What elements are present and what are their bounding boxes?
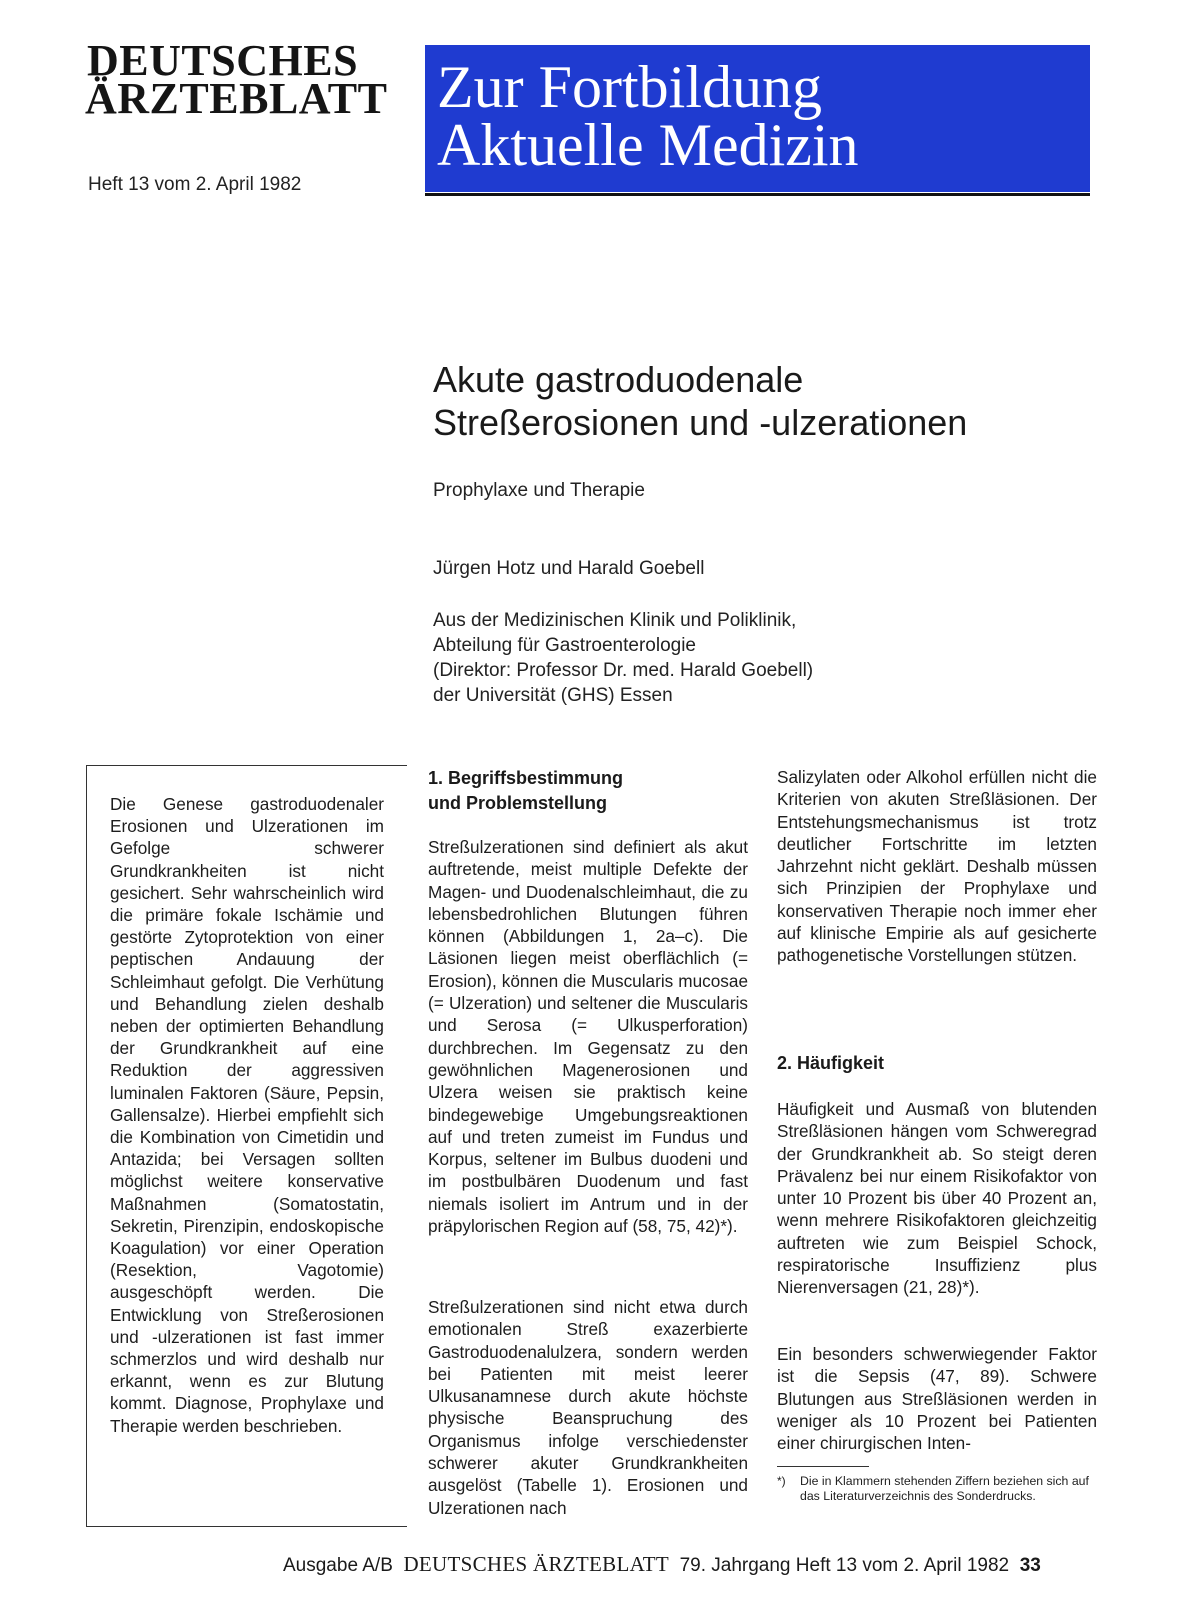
masthead-title-line1: DEUTSCHES [87, 36, 359, 85]
author-affiliation [433, 608, 813, 708]
footnote-mark: *) [777, 1474, 786, 1488]
affiliation-line: Abteilung für Gastroenterologie [433, 635, 696, 656]
affiliation-line: der Universität (GHS) Essen [433, 685, 673, 706]
affiliation-line: (Direktor: Professor Dr. med. Harald Goebell) [433, 660, 814, 681]
article-title-line2: Streßerosionen und -ulzerationen [433, 402, 968, 443]
issue-date: Heft 13 vom 2. April 1982 [88, 174, 302, 195]
body-paragraph: Streßulzerationen sind nicht etwa durch emotionalen Streß exazerbierte Gastroduodenalulzera, sondern werden bei Patienten mit meist leerer Ulkusanamnese durch akute höchste physische Beanspruchung des Organismus infolge verschiedenster schwerer akuter Grundkrankheiten ausgelöst (Tabelle 1). Erosionen und Ulzerationen nach [428, 1297, 748, 1518]
header-rule [425, 193, 1090, 196]
article-authors: Jürgen Hotz und Harald Goebell [433, 558, 705, 579]
masthead-title-line2: ÄRZTEBLATT [85, 74, 388, 123]
body-paragraph: Salizylaten oder Alkohol erfüllen nicht die Kriterien von akuten Streßläsionen. Der Entstehungsmechanismus ist trotz deutlicher Fortschritte im letzten Jahrzehnt nicht geklärt. Deshalb müssen sich Prinzipien der Prophylaxe und konservativen Therapie noch immer eher auf klinische Empirie als auf gesicherte pathogenetische Vorstellungen stützen. [777, 767, 1097, 966]
body-paragraph: Streßulzerationen sind definiert als akut auftretende, meist multiple Defekte der Magen- und Duodenalschleimhaut, die zu lebensbedrohlichen Blutungen führen können (Abbildungen 1, 2a–c). Die Läsionen liegen meist oberflächlich (= Erosion), können die Muscularis mucosae (= Ulzeration) und seltener die Muscularis und Serosa (= Ulkusperforation) durchbrechen. Im Gegensatz zu den gewöhnlichen Magenerosionen und Ulzera weisen sie praktisch keine bindegewebige Umgebungsreaktionen auf und treten zumeist im Fundus und Korpus, seltener im Bulbus duodeni und im postbulbären Duodenum und fast niemals isoliert im Antrum und in der präpylorischen Region auf (58, 75, 42)*). [428, 837, 748, 1237]
affiliation-line: Aus der Medizinischen Klinik und Poliklinik, [433, 610, 797, 631]
section-heading-1-line2: und Problemstellung [428, 793, 608, 813]
section-heading-1-line1: 1. Begriffsbestimmung [428, 768, 624, 788]
abstract-text: Die Genese gastroduodenaler Erosionen und Ulzerationen im Gefolge schwerer Grundkrankheiten ist nicht gesichert. Sehr wahrscheinlich wird die primäre fokale Ischämie und gestörte Zytoprotektion von einer peptischen Andauung der Schleimhaut gefolgt. Die Verhütung und Behandlung zielen deshalb neben der optimierten Behandlung der Grundkrankheit auf eine Reduktion der aggressiven luminalen Faktoren (Säure, Pepsin, Gallensalze). Hierbei empfiehlt sich die Kombination von Cimetidin und Antazida; bei Versagen sollten möglichst weitere konservative Maßnahmen (Somatostatin, Sekretin, Pirenzipin, endoskopische Koagulation) vor einer Operation (Resektion, Vagotomie) ausgeschöpft werden. Die Entwicklung von Streßerosionen und -ulzerationen ist fast immer schmerzlos und wird deshalb nur erkannt, wenn es zur Blutung kommt. Diagnose, Prophylaxe und Therapie werden beschrieben. [110, 794, 384, 1436]
banner-line2: Aktuelle Medizin [437, 112, 859, 178]
page-number: 33 [1019, 1555, 1041, 1576]
article-title-line1: Akute gastroduodenale [433, 359, 804, 400]
section-heading-2: 2. Häufigkeit [777, 1053, 885, 1073]
footnote-text: Die in Klammern stehenden Ziffern beziehen sich auf das Literaturverzeichnis des Sonderdrucks. [800, 1474, 1089, 1503]
article-title [433, 358, 967, 444]
section-heading-1 [428, 766, 748, 816]
body-paragraph: Ein besonders schwerwiegender Faktor ist die Sepsis (47, 89). Schwere Blutungen aus Streßläsionen werden in weniger als 10 Prozent bei Patienten einer chirurgischen Inten- [777, 1344, 1097, 1454]
footer-issue: 79. Jahrgang Heft 13 vom 2. April 1982 [679, 1555, 1010, 1576]
page-footer [283, 1552, 1041, 1577]
footer-edition: Ausgabe A/B [283, 1555, 393, 1576]
section-banner [425, 45, 1090, 192]
footer-magazine: DEUTSCHES ÄRZTEBLATT [403, 1552, 670, 1576]
article-subtitle: Prophylaxe und Therapie [433, 480, 645, 501]
body-paragraph: Häufigkeit und Ausmaß von blutenden Streßläsionen hängen vom Schweregrad der Grundkrankheit ab. So steigt deren Prävalenz bei nur einem Risikofaktor von unter 10 Prozent bis über 40 Prozent an, wenn mehrere Risikofaktoren gleichzeitig auftreten wie zum Beispiel Schock, respiratorische Insuffizienz plus Nierenversagen (21, 28)*). [777, 1099, 1097, 1298]
banner-line1: Zur Fortbildung [437, 54, 822, 120]
footnote-rule [777, 1466, 869, 1467]
